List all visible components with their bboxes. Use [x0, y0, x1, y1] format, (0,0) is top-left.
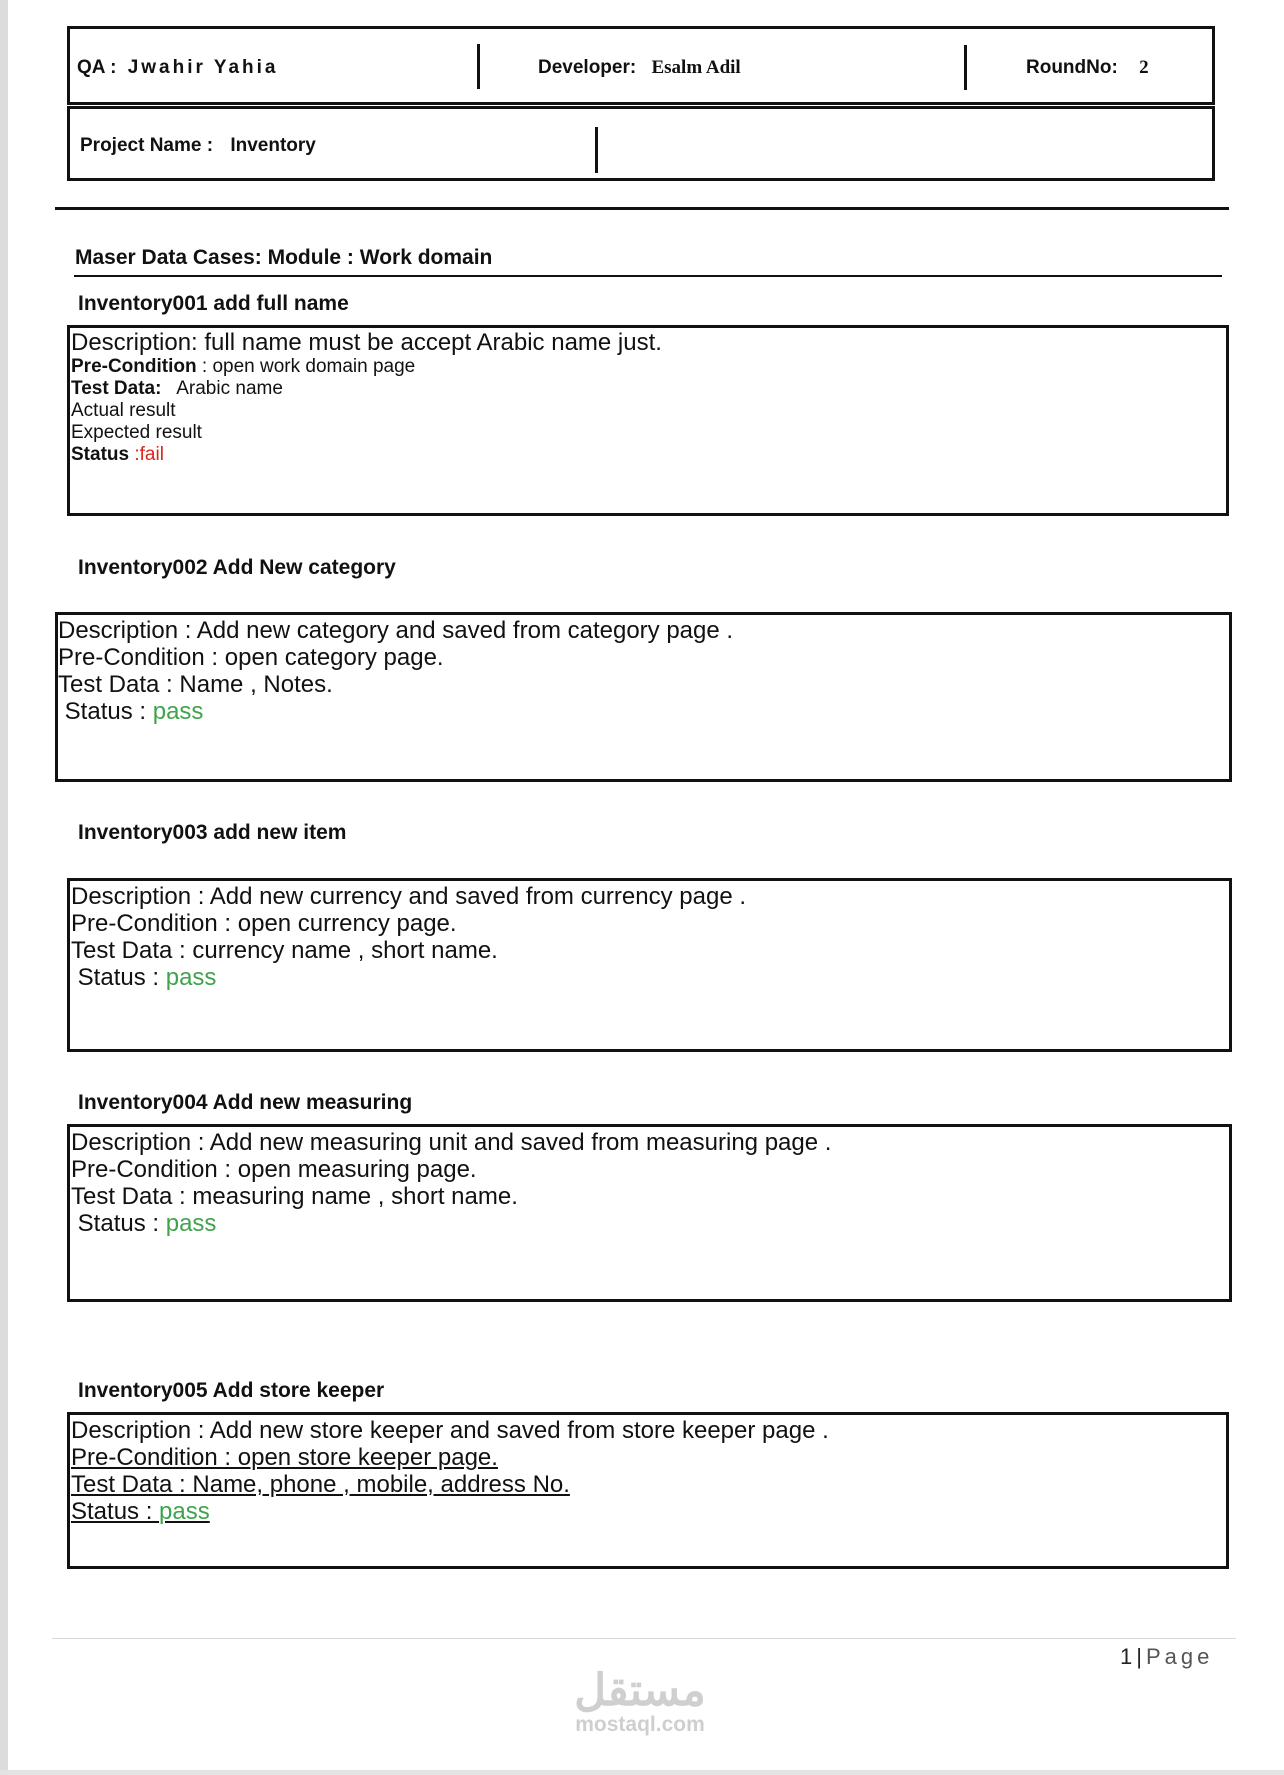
developer-value: Esalm Adil [651, 57, 741, 78]
developer-label: Developer: [538, 57, 637, 78]
case1-precondition [71, 356, 415, 378]
project-field [80, 135, 316, 157]
case5-status [71, 1498, 210, 1526]
case1-precondition-label: Pre-Condition [71, 356, 197, 377]
page-number [1120, 1644, 1213, 1670]
case1-description: Description: full name must be accept Arabic name just. [71, 329, 662, 356]
case1-actual-result: Actual result [71, 400, 176, 421]
case2-description: Description : Add new category and saved from category page . [58, 617, 734, 644]
round-label: RoundNo: [1026, 57, 1118, 78]
case4-description: Description : Add new measuring unit and saved from measuring page . [71, 1129, 832, 1156]
case3-status [71, 964, 216, 992]
case1-expected-result: Expected result [71, 422, 202, 443]
project-value: Inventory [230, 135, 316, 156]
case2-status-label: Status : [58, 698, 153, 725]
case5-testdata: Test Data : Name, phone , mobile, address No. [71, 1471, 570, 1498]
case-title-4: Inventory004 Add new measuring [78, 1091, 413, 1114]
case3-description: Description : Add new currency and saved from currency page . [71, 883, 746, 910]
qa-value: Jwahir Yahia [127, 57, 279, 78]
case2-status [58, 698, 203, 726]
case4-status-label: Status : [71, 1210, 166, 1237]
case-title-3: Inventory003 add new item [78, 821, 347, 844]
header-rule [55, 207, 1229, 210]
page-word: Page [1145, 1644, 1214, 1669]
qa-label: QA : [77, 57, 117, 78]
mostaql-watermark [540, 1668, 740, 1736]
round-field [1026, 57, 1149, 79]
case-title-5: Inventory005 Add store keeper [78, 1379, 385, 1402]
page-separator: | [1136, 1644, 1142, 1669]
project-label: Project Name : [80, 135, 214, 156]
case4-status-value: pass [165, 1210, 217, 1237]
case2-status-value: pass [152, 698, 204, 725]
case5-status-value: pass [159, 1498, 210, 1525]
case4-testdata: Test Data : measuring name , short name. [71, 1183, 518, 1210]
case5-precondition: Pre-Condition : open store keeper page. [71, 1444, 498, 1471]
watermark-logo: مستقل [574, 1666, 706, 1715]
case3-status-value: pass [165, 964, 217, 991]
case3-status-label: Status : [71, 964, 166, 991]
case1-testdata-label: Test Data: [71, 378, 162, 399]
case1-testdata-value: Arabic name [161, 378, 283, 399]
case2-testdata: Test Data : Name , Notes. [58, 671, 333, 698]
page-edge-bottom [0, 1770, 1284, 1775]
case-title-2: Inventory002 Add New category [78, 556, 396, 579]
page-number-value: 1 [1120, 1644, 1133, 1669]
case1-status [71, 444, 164, 466]
header-divider-1 [477, 44, 480, 89]
section-rule [74, 275, 1222, 277]
case1-precondition-value: : open work domain page [196, 356, 416, 377]
case3-testdata: Test Data : currency name , short name. [71, 937, 498, 964]
case3-precondition: Pre-Condition : open currency page. [71, 910, 457, 937]
header-divider-2 [964, 45, 967, 90]
footer-rule [52, 1638, 1236, 1639]
case2-precondition: Pre-Condition : open category page. [58, 644, 444, 671]
qa-field [77, 57, 278, 79]
case5-status-label: Status : [71, 1498, 160, 1525]
page-edge-left [0, 0, 8, 1775]
developer-field [538, 57, 741, 79]
case1-status-label: Status [71, 444, 130, 465]
case-title-1: Inventory001 add full name [78, 292, 349, 315]
case1-status-value: :fail [134, 444, 164, 465]
case4-precondition: Pre-Condition : open measuring page. [71, 1156, 477, 1183]
section-title: Maser Data Cases: Module : Work domain [75, 246, 493, 269]
project-divider [595, 127, 598, 173]
watermark-site: mostaql.com [575, 1713, 705, 1736]
case4-status [71, 1210, 216, 1238]
case5-description: Description : Add new store keeper and saved from store keeper page . [71, 1417, 829, 1444]
case1-testdata [71, 378, 283, 400]
round-value: 2 [1139, 57, 1149, 78]
